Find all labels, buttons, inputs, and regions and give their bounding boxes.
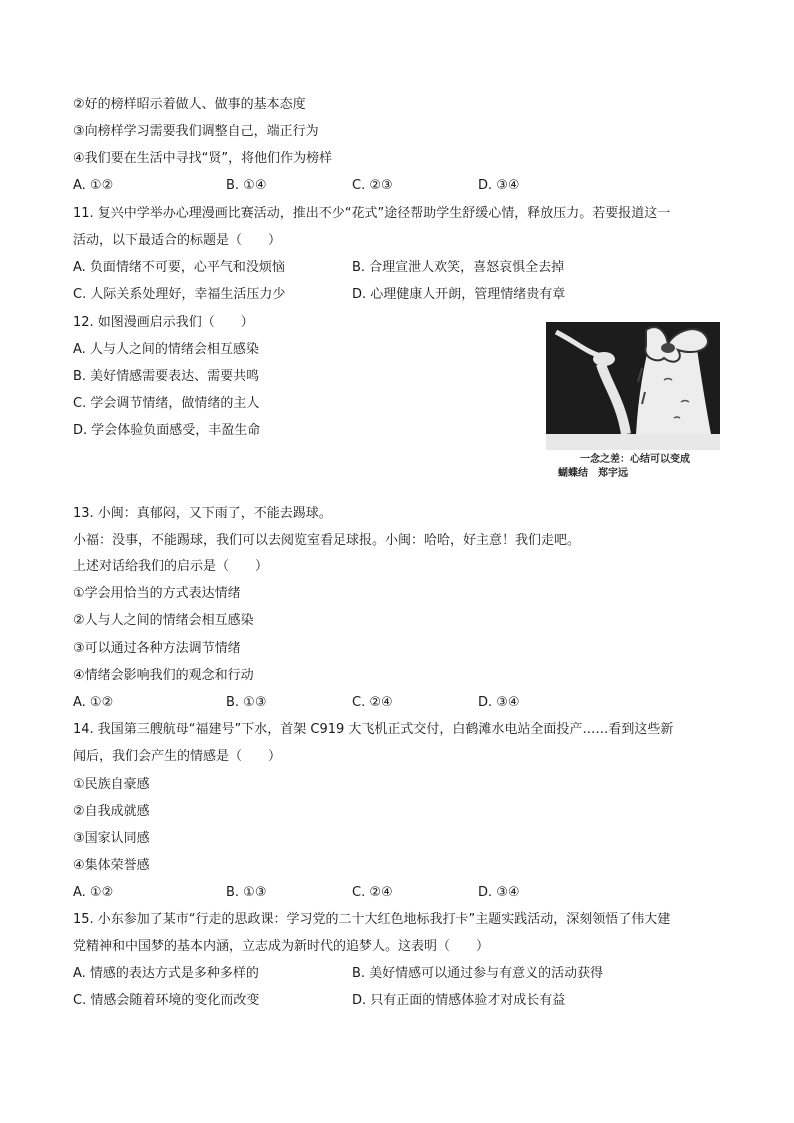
q11-option-d[interactable]: D. 心理健康人开朗，管理情绪贵有章 (352, 287, 566, 302)
q13-item-2: ②人与人之间的情绪会相互感染 (73, 613, 254, 628)
cartoon-drawing (546, 322, 720, 450)
q10-item-2: ②好的榜样昭示着做人、做事的基本态度 (73, 97, 306, 112)
q14-item-2: ②自我成就感 (73, 804, 150, 819)
q10-option-d[interactable]: D. ③④ (478, 178, 520, 193)
q12-option-b[interactable]: B. 美好情感需要表达、需要共鸣 (73, 369, 260, 384)
q10-item-3: ③向榜样学习需要我们调整自己，端正行为 (73, 124, 319, 139)
cartoon-caption-line1: 一念之差：心结可以变成 (580, 454, 690, 465)
q12-stem: 12. 如图漫画启示我们（ ） (73, 315, 254, 330)
q11-stem-line1: 11. 复兴中学举办心理漫画比赛活动，推出不少“花式”途径帮助学生舒缓心情，释放压力。若要报道这一 (73, 206, 671, 221)
q13-stem-line1: 13. 小闽：真郁闷，又下雨了，不能去踢球。 (73, 506, 332, 521)
q14-option-d[interactable]: D. ③④ (478, 885, 520, 900)
q13-item-4: ④情绪会影响我们的观念和行动 (73, 668, 254, 683)
q13-option-b[interactable]: B. ①③ (226, 695, 267, 710)
q14-option-b[interactable]: B. ①③ (226, 885, 267, 900)
q13-item-3: ③可以通过各种方法调节情绪 (73, 641, 241, 656)
q15-option-a[interactable]: A. 情感的表达方式是多种多样的 (73, 966, 259, 981)
q14-stem-line2: 闻后，我们会产生的情感是（ ） (73, 749, 282, 764)
q13-option-c[interactable]: C. ②④ (352, 695, 393, 710)
q10-option-b[interactable]: B. ①④ (226, 178, 267, 193)
q15-option-b[interactable]: B. 美好情感可以通过参与有意义的活动获得 (352, 966, 604, 981)
q15-stem-line2: 党精神和中国梦的基本内涵，立志成为新时代的追梦人。这表明（ ） (73, 939, 490, 954)
q10-item-4: ④我们要在生活中寻找“贤”，将他们作为榜样 (73, 151, 333, 166)
q14-item-3: ③国家认同感 (73, 831, 150, 846)
q12-option-a[interactable]: A. 人与人之间的情绪会相互感染 (73, 342, 259, 357)
q14-option-c[interactable]: C. ②④ (352, 885, 393, 900)
q10-option-c[interactable]: C. ②③ (352, 178, 393, 193)
q12-option-c[interactable]: C. 学会调节情绪，做情绪的主人 (73, 396, 260, 411)
q15-option-c[interactable]: C. 情感会随着环境的变化而改变 (73, 993, 260, 1008)
q13-option-d[interactable]: D. ③④ (478, 695, 520, 710)
q14-option-a[interactable]: A. ①② (73, 885, 114, 900)
q14-stem-line1: 14. 我国第三艘航母“福建号”下水，首架 C919 大飞机正式交付，白鹤滩水电站全面投产……看到这些新 (73, 722, 674, 737)
q14-item-4: ④集体荣誉感 (73, 858, 150, 873)
q13-item-1: ①学会用恰当的方式表达情绪 (73, 586, 241, 601)
q15-stem-line1: 15. 小东参加了某市“行走的思政课：学习党的二十大红色地标我打卡”主题实践活动，深刻领悟了伟大建 (73, 912, 671, 927)
q12-option-d[interactable]: D. 学会体验负面感受，丰盈生命 (73, 423, 261, 438)
q15-option-d[interactable]: D. 只有正面的情感体验才对成长有益 (352, 993, 566, 1008)
q10-option-a[interactable]: A. ①② (73, 178, 114, 193)
q11-stem-line2: 活动，以下最适合的标题是（ ） (73, 233, 282, 248)
q13-stem-line3: 上述对话给我们的启示是（ ） (73, 559, 269, 574)
q13-option-a[interactable]: A. ①② (73, 695, 114, 710)
q11-option-c[interactable]: C. 人际关系处理好，幸福生活压力少 (73, 287, 286, 302)
q11-option-a[interactable]: A. 负面情绪不可要，心平气和没烦恼 (73, 260, 285, 275)
cartoon-image (546, 322, 720, 450)
q13-stem-line2: 小福：没事，不能踢球，我们可以去阅览室看足球报。小闽：哈哈，好主意！我们走吧。 (73, 533, 581, 548)
q11-option-b[interactable]: B. 合理宣泄人欢笑，喜怒哀惧全去掉 (352, 260, 565, 275)
cartoon-caption-line2: 蝴蝶结 郑宇远 (558, 468, 628, 479)
q14-item-1: ①民族自豪感 (73, 777, 150, 792)
